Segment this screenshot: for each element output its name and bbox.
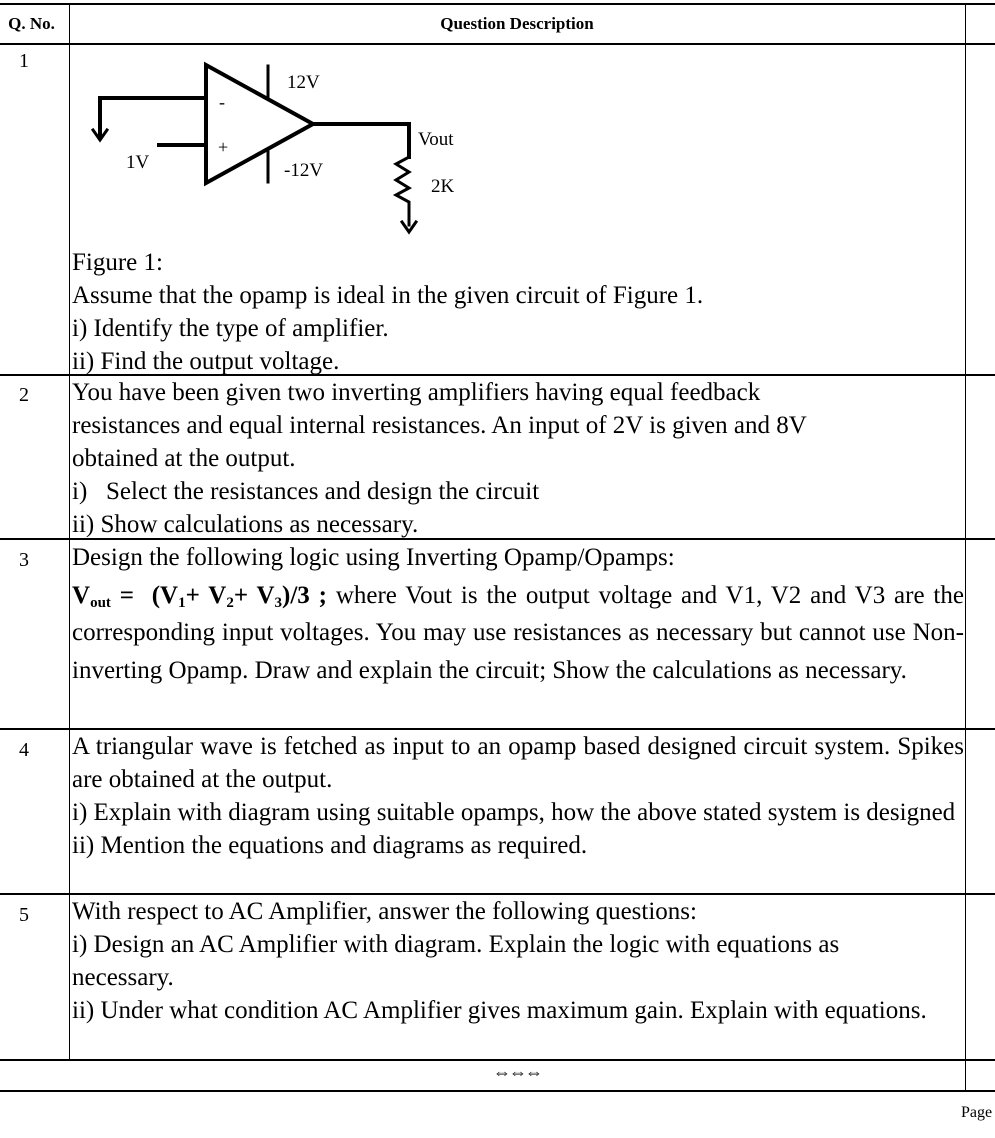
question-number: 2 xyxy=(19,384,29,406)
positive-supply-label: 12V xyxy=(287,72,320,93)
question-paragraph: i) Explain with diagram using suitable opamps, how the above stated system is designed xyxy=(72,799,956,826)
page-label: Page xyxy=(961,1104,993,1121)
question-paragraph xyxy=(72,577,964,690)
opamp-circuit-figure xyxy=(70,45,470,240)
question-line: obtained at the output. xyxy=(72,445,296,472)
question-number: 3 xyxy=(19,549,29,571)
question-line: i) Select the resistances and design the circuit xyxy=(72,478,540,505)
plus-sign: + xyxy=(218,137,229,157)
question-1-text xyxy=(72,246,964,378)
question-line: ii) Mention the equations and diagrams as required. xyxy=(72,832,588,859)
formula-description: where Vout is the output voltage and V1, V2 and V3 are the corresponding input voltages. You may use resistances as necessary but cannot use Non-inverting Opamp. Draw and explain the circuit; Show the calculations as necessary. xyxy=(72,581,964,684)
question-line: Design the following logic using Inverting Opamp/Opamps: xyxy=(72,544,675,571)
header-description: Question Description xyxy=(440,14,594,33)
question-5-text xyxy=(72,895,942,1027)
input-voltage-label: 1V xyxy=(126,152,150,173)
question-line: Assume that the opamp is ideal in the given circuit of Figure 1. xyxy=(72,282,704,309)
question-number: 1 xyxy=(19,50,29,72)
formula: $V_{out} = (V_1+ V_2+ V_3)/3$ ; xyxy=(72,581,327,611)
minus-sign: - xyxy=(219,92,225,112)
negative-supply-label: -12V xyxy=(284,160,324,181)
question-line: ii) Show calculations as necessary. xyxy=(72,511,419,538)
header-qno: Q. No. xyxy=(8,14,55,33)
question-paragraph: ii) Under what condition AC Amplifier gives maximum gain. Explain with equations. xyxy=(72,997,927,1024)
question-line: ii) Find the output voltage. xyxy=(72,348,340,375)
figure-caption: Figure 1: xyxy=(72,249,163,276)
end-of-questions-symbol: ⇔⇔⇔ xyxy=(493,1062,541,1082)
question-number: 5 xyxy=(19,904,29,926)
output-label: Vout xyxy=(418,129,454,150)
inverting-input-wire xyxy=(100,98,205,138)
output-wire xyxy=(313,124,409,157)
table-bottom-border xyxy=(0,1090,995,1092)
question-line: With respect to AC Amplifier, answer the following questions: xyxy=(72,898,697,925)
question-paragraph: A triangular wave is fetched as input to an opamp based designed circuit system. Spikes are obtained at the output. xyxy=(72,733,964,793)
resistor-icon xyxy=(396,157,409,225)
question-paragraph: i) Design an AC Amplifier with diagram. Explain the logic with equations as necessary. xyxy=(72,931,840,991)
question-line: resistances and equal internal resistances. An input of 2V is given and 8V xyxy=(72,412,807,439)
question-3-text xyxy=(72,539,964,689)
row-divider xyxy=(0,1059,995,1061)
load-resistor-label: 2K xyxy=(431,176,455,197)
question-2-text xyxy=(72,376,964,541)
column-divider-marks xyxy=(965,4,966,1091)
question-number: 4 xyxy=(19,739,29,761)
question-line: You have been given two inverting amplifiers having equal feedback xyxy=(72,379,761,406)
question-line: i) Identify the type of amplifier. xyxy=(72,315,389,342)
question-4-text xyxy=(72,730,964,862)
